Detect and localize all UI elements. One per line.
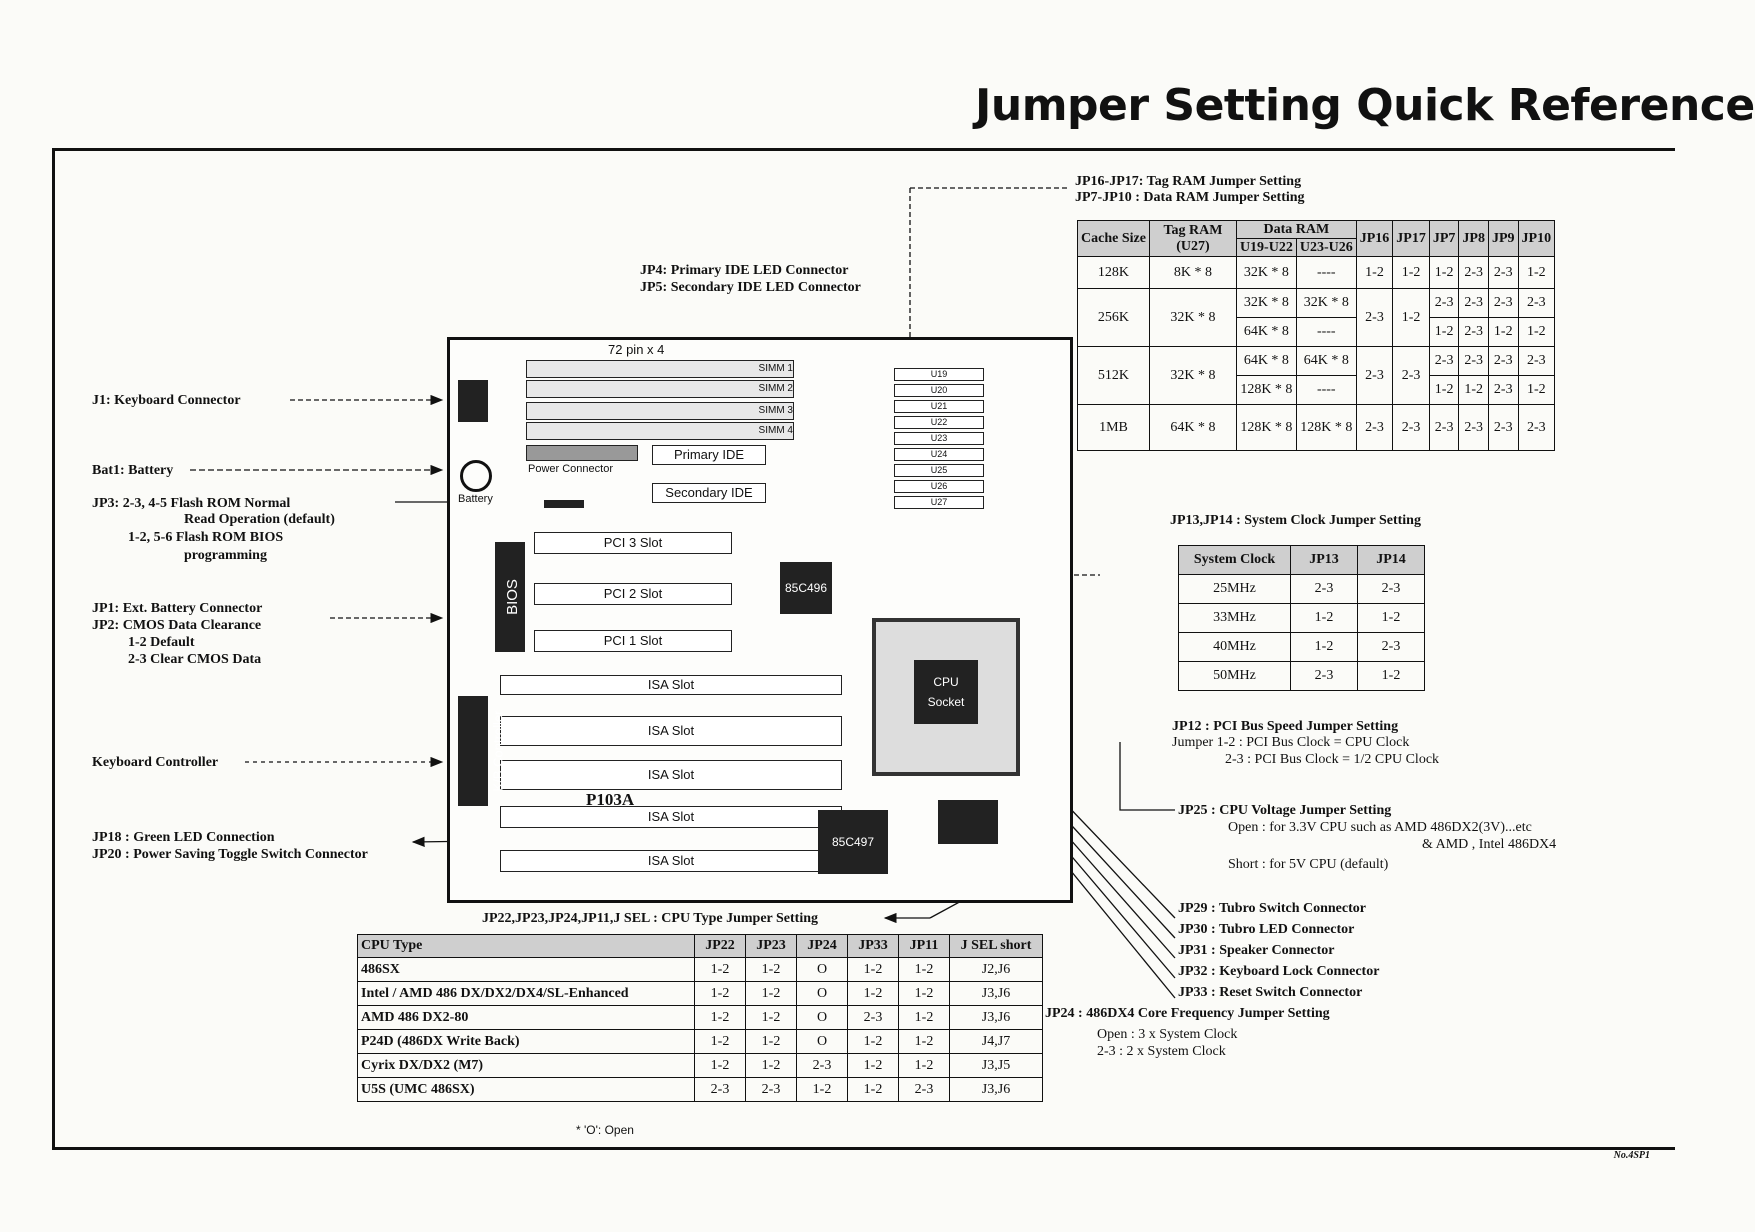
cell: 2-3 <box>1429 405 1459 451</box>
label-bat1: Bat1: Battery <box>92 463 174 478</box>
cell: 2-3 <box>1459 405 1489 451</box>
cell: 1-2 <box>1356 257 1393 289</box>
keyboard-connector <box>458 380 488 422</box>
cache-chip: U23 <box>894 432 984 445</box>
col-jp16: JP16 <box>1356 221 1393 257</box>
col-jp8: JP8 <box>1459 221 1489 257</box>
cell: 1-2 <box>848 958 899 982</box>
jp3-jumper <box>544 500 584 508</box>
pci3-slot: PCI 3 Slot <box>534 532 732 554</box>
cell: 1-2 <box>848 1078 899 1102</box>
cell: 1-2 <box>899 1054 950 1078</box>
cell: 1-2 <box>1429 257 1459 289</box>
cell: 2-3 <box>1488 289 1518 318</box>
cell: 2-3 <box>1488 257 1518 289</box>
cpu-table-title: JP22,JP23,JP24,JP11,J SEL : CPU Type Jumper Setting <box>482 911 819 926</box>
simm-label: SIMM 1 <box>758 363 793 374</box>
cell: Cyrix DX/DX2 (M7) <box>358 1054 695 1078</box>
cell: 1-2 <box>746 1030 797 1054</box>
cell: 2-3 <box>1429 347 1459 376</box>
cell: 2-3 <box>1291 575 1358 604</box>
jp25-line-3: Short : for 5V CPU (default) <box>1228 857 1389 872</box>
cell: 256K <box>1078 289 1150 347</box>
cell: O <box>797 1006 848 1030</box>
cell: 2-3 <box>1358 633 1425 662</box>
cell: 1-2 <box>1393 289 1430 347</box>
simm-label: SIMM 2 <box>758 383 793 394</box>
front-panel-connectors <box>938 800 998 844</box>
simm-label: SIMM 4 <box>758 425 793 436</box>
kbc-label: K/B Controller <box>490 710 506 792</box>
cell: 32K * 8 <box>1296 289 1356 318</box>
cell: 2-3 <box>797 1054 848 1078</box>
cell: 1-2 <box>1518 376 1555 405</box>
cache-chip: U24 <box>894 448 984 461</box>
cell: 1-2 <box>695 1054 746 1078</box>
cell: 1-2 <box>899 1030 950 1054</box>
cell: 1-2 <box>848 1054 899 1078</box>
cell: 1-2 <box>746 982 797 1006</box>
jp12-line-2: 2-3 : PCI Bus Clock = 1/2 CPU Clock <box>1225 752 1440 767</box>
cell: 1-2 <box>1291 633 1358 662</box>
cell: 2-3 <box>1488 376 1518 405</box>
cell: 2-3 <box>1393 405 1430 451</box>
table-row <box>1179 662 1425 691</box>
table-row <box>358 1078 1043 1102</box>
cell: 1-2 <box>1358 662 1425 691</box>
cache-ram-table <box>1077 220 1555 451</box>
cell: 2-3 <box>1518 289 1555 318</box>
table-row <box>1078 289 1555 318</box>
power-connector <box>526 445 638 461</box>
connector-jp30: JP30 : Tubro LED Connector <box>1178 922 1355 937</box>
cell: 512K <box>1078 347 1150 405</box>
cell: 2-3 <box>1356 347 1393 405</box>
connector-jp29: JP29 : Tubro Switch Connector <box>1178 901 1366 916</box>
tagram-title-1: JP16-JP17: Tag RAM Jumper Setting <box>1075 174 1302 189</box>
cell: 8K * 8 <box>1149 257 1236 289</box>
cell: J3,J6 <box>950 1078 1043 1102</box>
cell: 2-3 <box>1393 347 1430 405</box>
jp24-line-1: Open : 3 x System Clock <box>1097 1027 1238 1042</box>
jp25-title: JP25 : CPU Voltage Jumper Setting <box>1178 803 1392 818</box>
col-jp17: JP17 <box>1393 221 1430 257</box>
cell: ---- <box>1296 376 1356 405</box>
cell: 64K * 8 <box>1236 347 1296 376</box>
bios-chip <box>495 542 525 652</box>
cell: J2,J6 <box>950 958 1043 982</box>
cell: 128K * 8 <box>1236 405 1296 451</box>
simm-label: SIMM 3 <box>758 405 793 416</box>
simm-title: 72 pin x 4 <box>608 342 665 357</box>
simm-slot-2 <box>526 380 794 398</box>
cell: 2-3 <box>1459 318 1489 347</box>
col-jp23: JP23 <box>746 935 797 958</box>
cell: 1-2 <box>1459 376 1489 405</box>
cell: J4,J7 <box>950 1030 1043 1054</box>
secondary-ide: Secondary IDE <box>652 483 766 503</box>
battery-icon <box>460 460 492 492</box>
cell: O <box>797 958 848 982</box>
jp24-line-2: 2-3 : 2 x System Clock <box>1097 1044 1226 1059</box>
cell: 1-2 <box>1488 318 1518 347</box>
power-connector-label: Power Connector <box>528 463 613 475</box>
cell: 1-2 <box>848 982 899 1006</box>
cell: 2-3 <box>1459 289 1489 318</box>
col-jp10: JP10 <box>1518 221 1555 257</box>
cell: 1-2 <box>1291 604 1358 633</box>
pci2-slot: PCI 2 Slot <box>534 583 732 605</box>
cell: Intel / AMD 486 DX/DX2/DX4/SL-Enhanced <box>358 982 695 1006</box>
cpu-table-footnote: * 'O': Open <box>576 1123 634 1137</box>
col-jp7: JP7 <box>1429 221 1459 257</box>
label-jp3-c: 1-2, 5-6 Flash ROM BIOS <box>128 530 284 545</box>
cell: 1-2 <box>848 1030 899 1054</box>
cell: P24D (486DX Write Back) <box>358 1030 695 1054</box>
cell: 2-3 <box>1459 257 1489 289</box>
jp12-line-1: Jumper 1-2 : PCI Bus Clock = CPU Clock <box>1172 735 1410 750</box>
cell: ---- <box>1296 257 1356 289</box>
cell: 128K * 8 <box>1236 376 1296 405</box>
cell: 1-2 <box>1429 318 1459 347</box>
cell: J3,J6 <box>950 982 1043 1006</box>
table-row <box>358 1054 1043 1078</box>
ide-led-line-1: JP4: Primary IDE LED Connector <box>640 263 849 278</box>
cell: 2-3 <box>1488 405 1518 451</box>
motherboard <box>447 337 1073 903</box>
col-jsel: J SEL short <box>950 935 1043 958</box>
label-jp18: JP18 : Green LED Connection <box>92 830 275 845</box>
cell: 1-2 <box>1358 604 1425 633</box>
cell: 1-2 <box>899 958 950 982</box>
isa-slot-3: ISA Slot <box>500 760 842 790</box>
cache-chip: U26 <box>894 480 984 493</box>
cell: 2-3 <box>695 1078 746 1102</box>
cell: 64K * 8 <box>1296 347 1356 376</box>
col-jp33: JP33 <box>848 935 899 958</box>
isa-slot-5: ISA Slot <box>500 850 842 872</box>
isa-slot-1: ISA Slot <box>500 675 842 695</box>
cell: O <box>797 1030 848 1054</box>
cell: 2-3 <box>746 1078 797 1102</box>
cpu-socket <box>872 618 1020 776</box>
table-row <box>358 1006 1043 1030</box>
table-row <box>1179 575 1425 604</box>
col-system-clock: System Clock <box>1179 546 1291 575</box>
col-cpu-type: CPU Type <box>358 935 695 958</box>
table-row <box>1078 347 1555 376</box>
table-row <box>1078 257 1555 289</box>
cache-chip: U22 <box>894 416 984 429</box>
cell: 32K * 8 <box>1236 257 1296 289</box>
label-j1: J1: Keyboard Connector <box>92 393 241 408</box>
cell: 2-3 <box>1358 575 1425 604</box>
pci1-slot: PCI 1 Slot <box>534 630 732 652</box>
cell: 1-2 <box>1393 257 1430 289</box>
simm-slot-4 <box>526 422 794 440</box>
table-row <box>1179 604 1425 633</box>
cell: 486SX <box>358 958 695 982</box>
connector-jp31: JP31 : Speaker Connector <box>1178 943 1335 958</box>
connector-jp32: JP32 : Keyboard Lock Connector <box>1178 964 1380 979</box>
table-row <box>358 982 1043 1006</box>
cell: 32K * 8 <box>1236 289 1296 318</box>
cell: 2-3 <box>1518 405 1555 451</box>
cell: AMD 486 DX2-80 <box>358 1006 695 1030</box>
label-jp2-b: 2-3 Clear CMOS Data <box>128 652 262 667</box>
label-jp3: JP3: 2-3, 4-5 Flash ROM Normal <box>92 496 291 511</box>
cell: 40MHz <box>1179 633 1291 662</box>
tagram-title-2: JP7-JP10 : Data RAM Jumper Setting <box>1075 190 1305 205</box>
simm-slot-1 <box>526 360 794 378</box>
cell: 2-3 <box>1291 662 1358 691</box>
cell: 33MHz <box>1179 604 1291 633</box>
cell: 1MB <box>1078 405 1150 451</box>
cpu-core: CPU Socket <box>914 660 978 724</box>
label-jp2-a: 1-2 Default <box>128 635 195 650</box>
label-jp3-d: programming <box>184 548 267 563</box>
col-u23-u26: U23-U26 <box>1296 239 1356 257</box>
jp12-title: JP12 : PCI Bus Speed Jumper Setting <box>1172 719 1399 734</box>
cell: 2-3 <box>1356 405 1393 451</box>
connector-jp33: JP33 : Reset Switch Connector <box>1178 985 1363 1000</box>
jp25-line-1: Open : for 3.3V CPU such as AMD 486DX2(3V)...etc <box>1228 820 1532 835</box>
cell: 1-2 <box>797 1078 848 1102</box>
cell: 1-2 <box>695 958 746 982</box>
label-jp2: JP2: CMOS Data Clearance <box>92 618 262 633</box>
table-row <box>1179 633 1425 662</box>
cell: J3,J5 <box>950 1054 1043 1078</box>
cache-chip: U27 <box>894 496 984 509</box>
isa-slot-4: ISA Slot <box>500 806 842 828</box>
col-u19-u22: U19-U22 <box>1236 239 1296 257</box>
cell: 1-2 <box>746 958 797 982</box>
cell: 1-2 <box>746 1006 797 1030</box>
cell: 1-2 <box>695 1006 746 1030</box>
col-jp14: JP14 <box>1358 546 1425 575</box>
col-jp9: JP9 <box>1488 221 1518 257</box>
table-row <box>1078 405 1555 451</box>
table-row <box>358 1030 1043 1054</box>
cell: ---- <box>1296 318 1356 347</box>
chip-85c497: 85C497 <box>818 810 888 874</box>
cell: 1-2 <box>1429 376 1459 405</box>
jp25-line-2: & AMD , Intel 486DX4 <box>1422 837 1557 852</box>
cell: 1-2 <box>1518 257 1555 289</box>
cell: 2-3 <box>1518 347 1555 376</box>
cell: 128K * 8 <box>1296 405 1356 451</box>
cpu-type-table <box>357 934 1043 1102</box>
cell: 2-3 <box>899 1078 950 1102</box>
jp24-title: JP24 : 486DX4 Core Frequency Jumper Setting <box>1045 1006 1330 1021</box>
cell: O <box>797 982 848 1006</box>
col-tag-ram: Tag RAM (U27) <box>1149 221 1236 257</box>
primary-ide: Primary IDE <box>652 445 766 465</box>
cell: 1-2 <box>899 982 950 1006</box>
clock-table <box>1178 545 1425 691</box>
cache-chip: U20 <box>894 384 984 397</box>
board-model: P103A <box>586 790 635 809</box>
battery-label: Battery <box>458 493 493 505</box>
cell: 64K * 8 <box>1236 318 1296 347</box>
cell: 2-3 <box>1459 347 1489 376</box>
kb-controller-chip <box>458 696 506 806</box>
col-jp24: JP24 <box>797 935 848 958</box>
cell: 128K <box>1078 257 1150 289</box>
isa-slot-2: ISA Slot <box>500 716 842 746</box>
cell: 25MHz <box>1179 575 1291 604</box>
cell: 1-2 <box>746 1054 797 1078</box>
cell: 32K * 8 <box>1149 347 1236 405</box>
col-jp22: JP22 <box>695 935 746 958</box>
label-kbc: Keyboard Controller <box>92 755 219 770</box>
cache-chip-column <box>894 368 984 512</box>
table-row <box>358 958 1043 982</box>
chip-85c496: 85C496 <box>780 562 832 614</box>
label-jp20: JP20 : Power Saving Toggle Switch Connector <box>92 847 368 862</box>
cell: 2-3 <box>1429 289 1459 318</box>
cell: 32K * 8 <box>1149 289 1236 347</box>
cell: 50MHz <box>1179 662 1291 691</box>
page-title: Jumper Setting Quick Reference <box>975 80 1755 131</box>
simm-slot-3 <box>526 402 794 420</box>
cache-chip: U19 <box>894 368 984 381</box>
document-ref: No.4SP1 <box>1613 1150 1650 1161</box>
label-jp1: JP1: Ext. Battery Connector <box>92 601 263 616</box>
cell: 1-2 <box>695 982 746 1006</box>
cell: 2-3 <box>848 1006 899 1030</box>
cell: 64K * 8 <box>1149 405 1236 451</box>
col-data-ram: Data RAM <box>1236 221 1356 239</box>
cell: U5S (UMC 486SX) <box>358 1078 695 1102</box>
cache-chip: U21 <box>894 400 984 413</box>
ide-led-line-2: JP5: Secondary IDE LED Connector <box>640 280 861 295</box>
cache-chip: U25 <box>894 464 984 477</box>
cell: 1-2 <box>1518 318 1555 347</box>
col-jp13: JP13 <box>1291 546 1358 575</box>
cell: 1-2 <box>695 1030 746 1054</box>
cell: 2-3 <box>1356 289 1393 347</box>
col-cache-size: Cache Size <box>1078 221 1150 257</box>
clock-title: JP13,JP14 : System Clock Jumper Setting <box>1170 513 1421 528</box>
label-jp3-b: Read Operation (default) <box>184 512 335 527</box>
cell: 1-2 <box>899 1006 950 1030</box>
cell: J3,J6 <box>950 1006 1043 1030</box>
col-jp11: JP11 <box>899 935 950 958</box>
bios-label: BIOS <box>503 579 521 615</box>
cell: 2-3 <box>1488 347 1518 376</box>
